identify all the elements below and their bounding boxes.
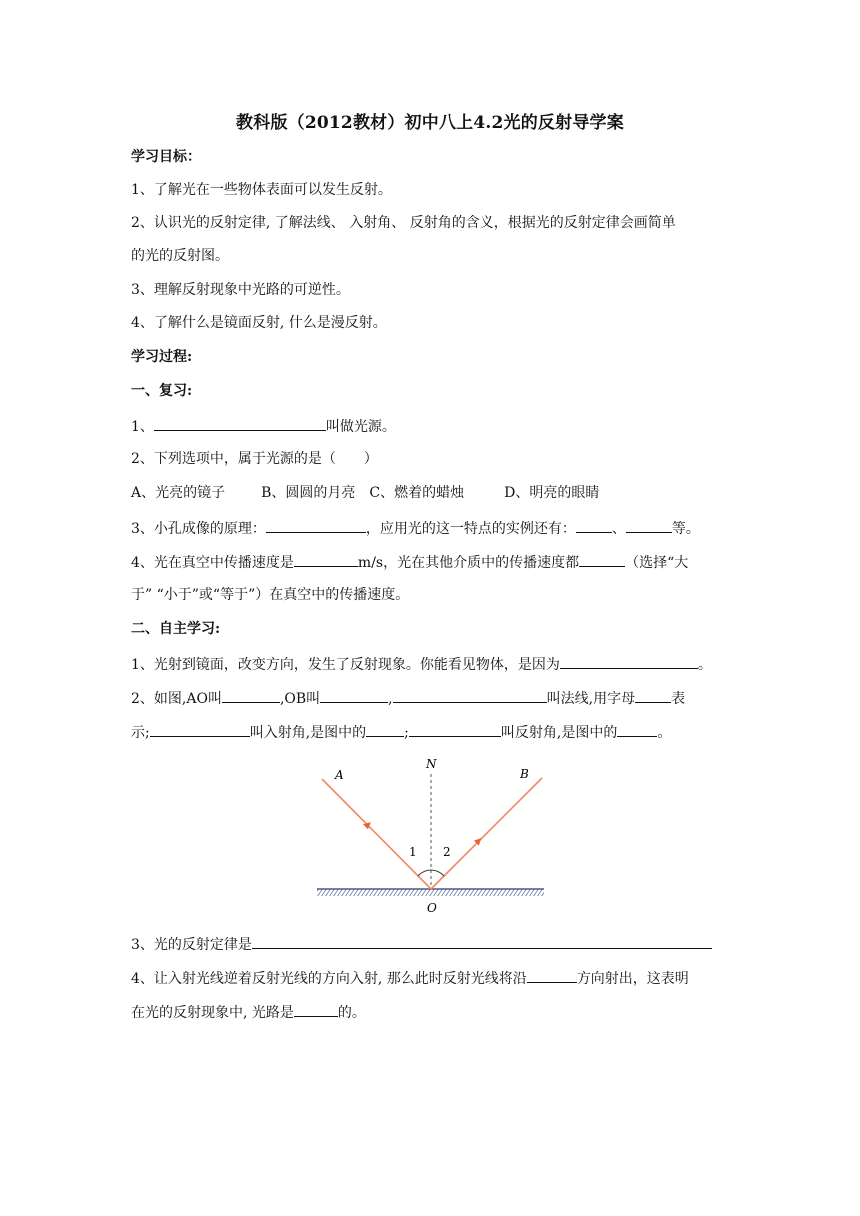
question-text: 的。 <box>337 1005 366 1021</box>
review-question-2: 2、下列选项中，属于光源的是（ ） <box>131 451 378 467</box>
answer-blank[interactable] <box>635 687 671 703</box>
answer-blank[interactable] <box>294 551 358 567</box>
answer-blank[interactable] <box>527 967 577 983</box>
question-text: 表 <box>671 691 686 707</box>
option-a: A、光亮的镜子 <box>131 485 226 501</box>
angle-label-1: 1 <box>409 845 417 859</box>
answer-blank[interactable] <box>252 933 712 949</box>
question-text: 。 <box>657 725 672 741</box>
question-text: m/s，光在其他介质中的传播速度都 <box>357 555 580 571</box>
question-text: 叫做光源。 <box>325 419 396 435</box>
question-text: （选择“大 <box>625 555 689 571</box>
answer-blank[interactable] <box>266 517 366 533</box>
goal-item-3: 3、理解反射现象中光路的可逆性。 <box>131 282 350 298</box>
page-title: 教科版（2012教材）初中八上4.2光的反射导学案 <box>236 113 624 133</box>
question-text: 叫入射角,是图中的 <box>249 725 367 741</box>
question-text: 4、让入射光线逆着反射光线的方向入射, 那么此时反射光线将沿 <box>131 971 527 987</box>
question-text: 方向射出，这表明 <box>576 971 689 987</box>
option-d: D、明亮的眼睛 <box>504 485 600 501</box>
goal-item-1: 1、了解光在一些物体表面可以发生反射。 <box>131 182 392 198</box>
goal-item-4: 4、了解什么是镜面反射, 什么是漫反射。 <box>131 315 387 331</box>
answer-blank[interactable] <box>576 517 612 533</box>
question-text: 3、小孔成像的原理： <box>131 521 266 537</box>
answer-blank[interactable] <box>617 721 657 737</box>
question-text: 等。 <box>671 521 700 537</box>
question-text: 叫法线,用字母 <box>546 691 636 707</box>
review-question-3 <box>131 517 731 539</box>
goal-item-2: 2、认识光的反射定律, 了解法线、 入射角、 反射角的含义，根据光的反射定律会画简单 <box>131 215 676 231</box>
question-text: 示; <box>131 725 150 741</box>
review-question-2-options <box>131 483 731 503</box>
label-o: O <box>427 901 437 915</box>
self-study-question-2-cont <box>131 721 731 743</box>
answer-blank[interactable] <box>560 653 698 669</box>
answer-blank[interactable] <box>409 721 501 737</box>
question-text: 、 <box>611 521 626 537</box>
incident-ray <box>322 779 431 889</box>
self-study-question-2 <box>131 687 731 709</box>
option-c: C、燃着的蜡烛 <box>369 485 465 501</box>
angle-label-2: 2 <box>443 845 451 859</box>
process-heading: 学习过程: <box>131 349 193 365</box>
review-question-1 <box>131 415 731 437</box>
answer-blank[interactable] <box>320 687 388 703</box>
question-text: ，应用光的这一特点的实例还有： <box>365 521 576 537</box>
label-a: A <box>335 768 344 782</box>
option-b: B、圆圆的月亮 <box>261 485 356 501</box>
answer-blank[interactable] <box>579 551 625 567</box>
answer-blank[interactable] <box>294 1001 338 1017</box>
question-text: , <box>388 691 393 707</box>
review-question-4-cont: 于” “小于”或“等于”）在真空中的传播速度。 <box>131 587 410 603</box>
question-text: 4、光在真空中传播速度是 <box>131 555 294 571</box>
mirror-surface <box>317 889 544 896</box>
answer-blank[interactable] <box>626 517 672 533</box>
reflection-diagram <box>310 752 555 922</box>
goal-item-2-cont: 的光的反射图。 <box>131 248 229 264</box>
answer-blank[interactable] <box>393 687 547 703</box>
question-number: 1、 <box>131 419 154 435</box>
question-text: 3、光的反射定律是 <box>131 937 252 953</box>
answer-blank[interactable] <box>150 721 250 737</box>
self-study-question-1 <box>131 653 731 675</box>
angle-arc-1 <box>418 870 431 876</box>
question-text: 在光的反射现象中, 光路是 <box>131 1005 294 1021</box>
question-text: 2、如图,AO叫 <box>131 691 222 707</box>
review-heading: 一、复习: <box>131 383 193 399</box>
answer-blank[interactable] <box>154 415 326 431</box>
goals-heading: 学习目标： <box>131 149 201 165</box>
question-text: 叫反射角,是图中的 <box>500 725 618 741</box>
question-text: ,OB叫 <box>279 691 321 707</box>
self-study-question-4-cont <box>131 1001 731 1023</box>
review-question-4 <box>131 551 731 573</box>
answer-blank[interactable] <box>222 687 280 703</box>
reflected-ray <box>431 778 542 889</box>
label-n: N <box>426 757 437 771</box>
self-study-heading: 二、自主学习: <box>131 621 221 637</box>
label-b: B <box>520 767 529 781</box>
question-text: 。 <box>697 657 712 673</box>
self-study-question-4 <box>131 967 731 989</box>
answer-blank[interactable] <box>366 721 404 737</box>
self-study-question-3 <box>131 933 731 955</box>
question-text: 1、光射到镜面，改变方向，发生了反射现象。你能看见物体，是因为 <box>131 657 560 673</box>
angle-arc-2 <box>431 870 444 876</box>
question-text: ; <box>404 725 409 741</box>
